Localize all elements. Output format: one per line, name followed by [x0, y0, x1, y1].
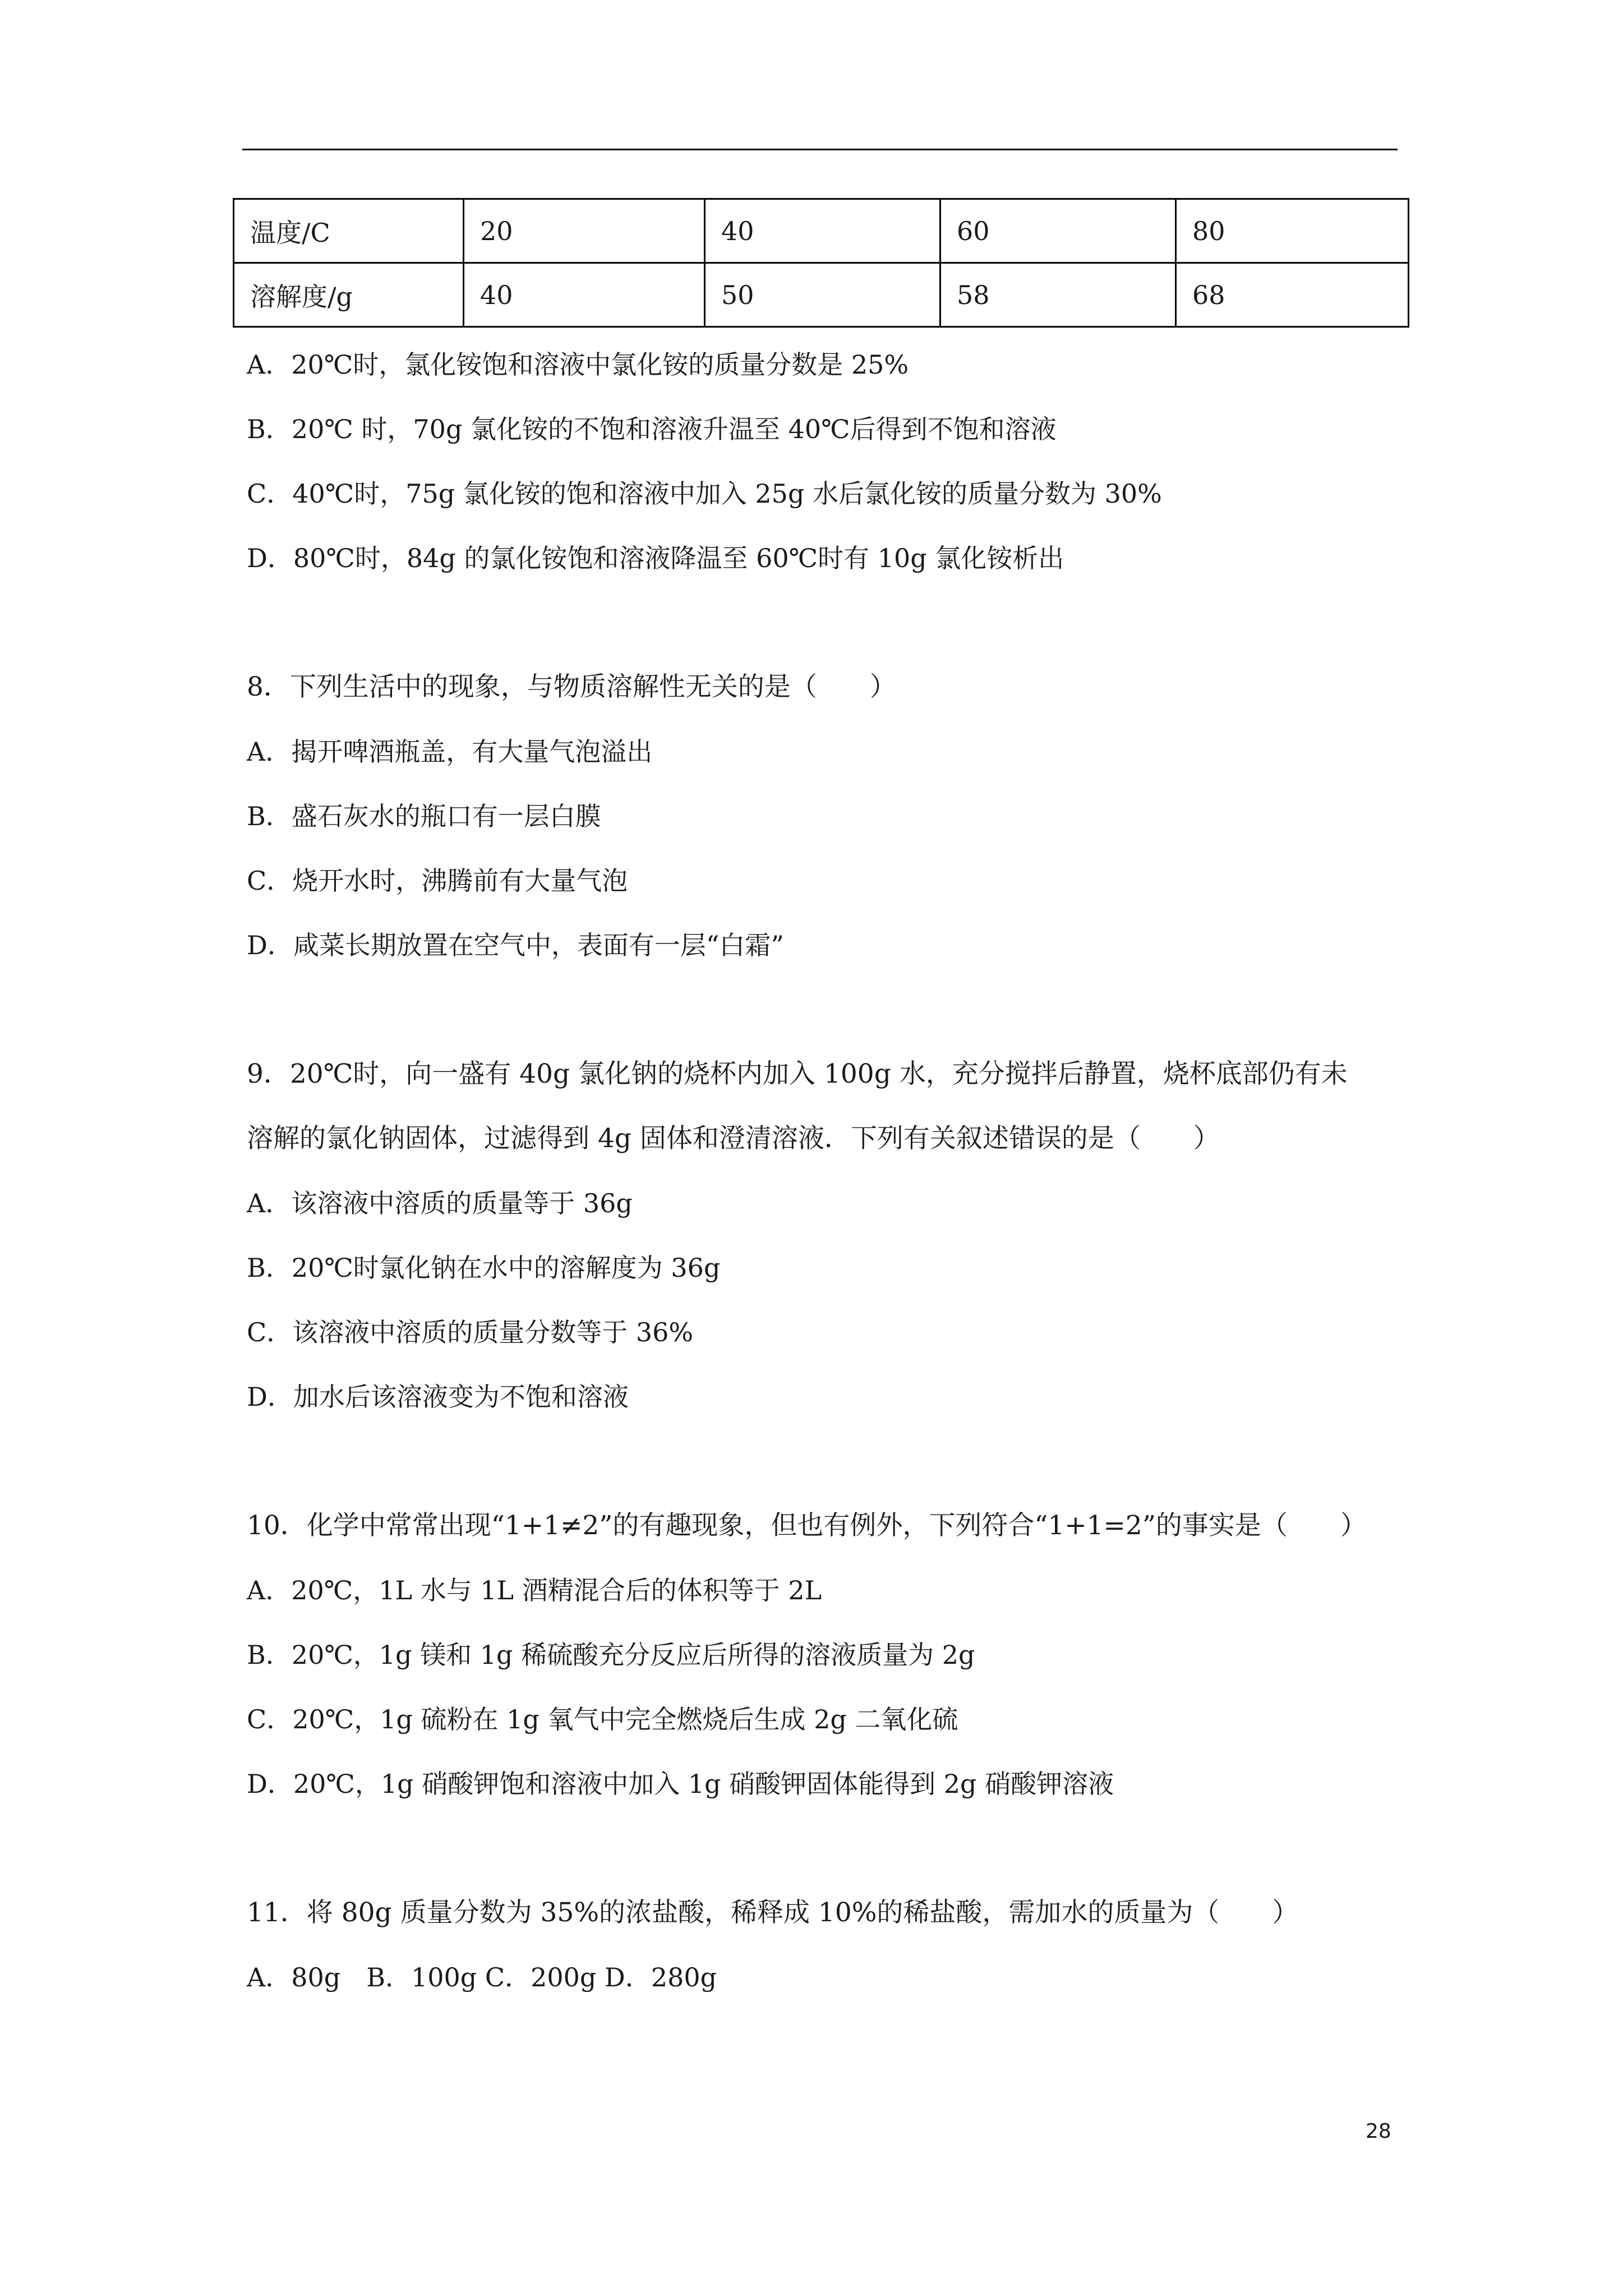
q10-option-d: D．20℃，1g 硝酸钾饱和溶液中加入 1g 硝酸钾固体能得到 2g 硝酸钾溶液 [247, 1769, 1114, 1799]
page-number: 28 [1366, 2120, 1391, 2143]
q11-stem: 11．将 80g 质量分数为 35%的浓盐酸，稀释成 10%的稀盐酸，需加水的质量为（ ） [247, 1897, 1299, 1928]
q8-option-c: C．烧开水时，沸腾前有大量气泡 [247, 866, 628, 896]
table-cell: 50 [705, 263, 940, 327]
solubility-table [233, 198, 1409, 328]
q7-option-d: D．80℃时，84g 的氯化铵饱和溶液降温至 60℃时有 10g 氯化铵析出 [247, 543, 1064, 573]
table-cell: 40 [705, 199, 940, 263]
table-cell: 60 [940, 199, 1176, 263]
q10-option-a: A．20℃，1L 水与 1L 酒精混合后的体积等于 2L [247, 1575, 822, 1605]
q10-stem: 10．化学中常常出现“1+1≠2”的有趣现象，但也有例外，下列符合“1+1=2”的事实是（ ） [247, 1510, 1367, 1541]
table-cell: 温度/C [234, 199, 464, 263]
q7-option-b: B．20℃ 时，70g 氯化铵的不饱和溶液升温至 40℃后得到不饱和溶液 [247, 414, 1057, 444]
q8-option-a: A．揭开啤酒瓶盖，有大量气泡溢出 [247, 737, 653, 767]
table-cell: 40 [464, 263, 705, 327]
q8-option-d: D．咸菜长期放置在空气中，表面有一层“白霜” [247, 930, 784, 960]
q7-option-c: C．40℃时，75g 氯化铵的饱和溶液中加入 25g 水后氯化铵的质量分数为 30% [247, 478, 1162, 509]
header-rule [242, 149, 1398, 150]
table-cell: 溶解度/g [234, 263, 464, 327]
q9-stem-line-2: 溶解的氯化钠固体，过滤得到 4g 固体和澄清溶液．下列有关叙述错误的是（ ） [247, 1123, 1220, 1154]
q9-option-b: B．20℃时氯化钠在水中的溶解度为 36g [247, 1253, 721, 1283]
table-row [234, 263, 1409, 327]
q9-stem-line-1: 9．20℃时，向一盛有 40g 氯化钠的烧杯内加入 100g 水，充分搅拌后静置，烧杯底部仍有未 [247, 1059, 1348, 1089]
table-cell: 58 [940, 263, 1176, 327]
q7-option-a: A．20℃时，氯化铵饱和溶液中氯化铵的质量分数是 25% [247, 349, 909, 380]
table-cell: 68 [1176, 263, 1409, 327]
q9-option-a: A．该溶液中溶质的质量等于 36g [247, 1188, 633, 1218]
table-cell: 20 [464, 199, 705, 263]
q10-option-c: C．20℃，1g 硫粉在 1g 氧气中完全燃烧后生成 2g 二氧化硫 [247, 1704, 958, 1734]
q8-stem: 8．下列生活中的现象，与物质溶解性无关的是（ ） [247, 671, 896, 702]
table-row [234, 199, 1409, 263]
q9-option-d: D．加水后该溶液变为不饱和溶液 [247, 1382, 629, 1412]
table-cell: 80 [1176, 199, 1409, 263]
q8-option-b: B．盛石灰水的瓶口有一层白膜 [247, 801, 601, 831]
q11-options: A．80g B．100g C．200g D．280g [247, 1962, 717, 1993]
q10-option-b: B．20℃，1g 镁和 1g 稀硫酸充分反应后所得的溶液质量为 2g [247, 1640, 975, 1670]
q9-option-c: C．该溶液中溶质的质量分数等于 36% [247, 1317, 694, 1347]
